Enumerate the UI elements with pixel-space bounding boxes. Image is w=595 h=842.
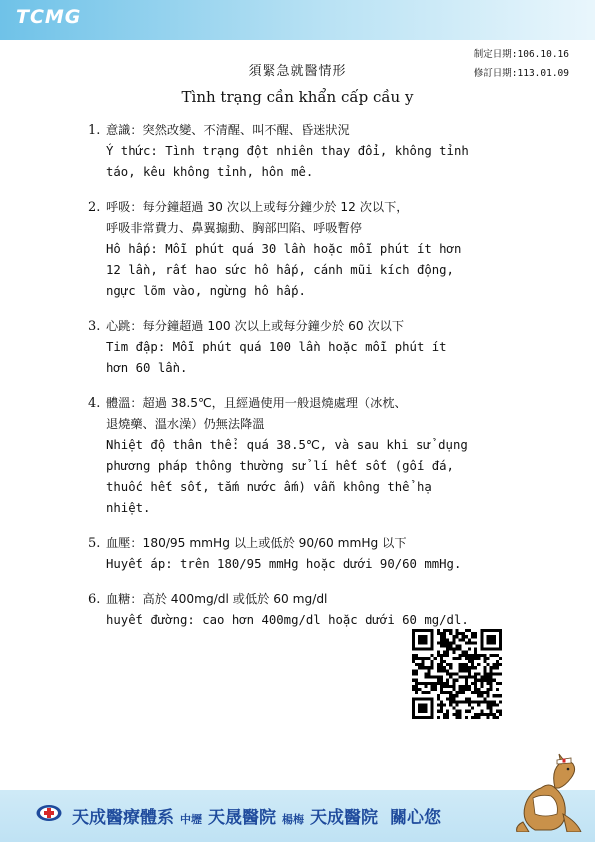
criteria-number: 2. [88, 200, 101, 215]
criteria-number: 1. [88, 123, 101, 138]
criteria-line-vietnamese: Nhiệt độ thân thể: quá 38.5℃, và sau khi sử dụng [106, 438, 468, 452]
criteria-text [106, 533, 461, 575]
criteria-line-vietnamese: phương pháp thông thường sử lí hết sốt (gối đá, [106, 459, 454, 473]
criteria-line-vietnamese: Hô hấp: Mỗi phút quá 30 lần hoặc mỗi phút ít hơn [106, 242, 462, 256]
criteria-line-chinese: 血壓：180/95 mmHg 以上或低於 90/60 mmHg 以下 [106, 536, 407, 550]
criteria-text [106, 197, 461, 302]
criteria-list [88, 120, 558, 645]
criteria-line-chinese: 心跳：每分鐘超過 100 次以上或每分鐘少於 60 次以下 [106, 319, 405, 333]
criteria-item [88, 589, 558, 631]
criteria-text [106, 120, 469, 183]
footer-location-2: 楊梅 [282, 813, 304, 826]
criteria-line-vietnamese: Tim đập: Mỗi phút quá 100 lần hoặc mỗi phút ít [106, 340, 447, 354]
footer-hospital-1: 天晟醫院 [208, 808, 276, 828]
criteria-line-vietnamese: 12 lần, rất hao sức hô hấp, cánh mũi kích động, [106, 263, 454, 277]
criteria-number: 4. [88, 396, 101, 411]
footer-location-1: 中壢 [180, 813, 202, 826]
criteria-line-chinese: 體溫：超過 38.5℃，且經過使用一般退燒處理（冰枕、 [106, 396, 407, 410]
criteria-line-chinese: 呼吸：每分鐘超過 30 次以上或每分鐘少於 12 次以下， [106, 200, 409, 214]
criteria-line-vietnamese: táo, kêu không tỉnh, hôn mê. [106, 165, 314, 179]
nurse-kangaroo-mascot-icon [515, 752, 585, 832]
footer-slogan [72, 803, 441, 828]
header-bar [0, 0, 595, 40]
criteria-line-vietnamese: Huyết áp: trên 180/95 mmHg hoặc dưới 90/60 mmHg. [106, 557, 462, 571]
criteria-line-vietnamese: ngực lõm vào, ngừng hô hấp. [106, 284, 306, 298]
criteria-item [88, 393, 558, 519]
criteria-line-chinese: 血糖：高於 400mg/dl 或低於 60 mg/dl [106, 592, 328, 606]
criteria-line-chinese: 意識：突然改變、不清醒、叫不醒、昏迷狀況 [106, 123, 350, 137]
tcmg-logo: TCMG [16, 6, 82, 28]
hospital-cross-logo-icon [36, 800, 62, 826]
criteria-line-vietnamese: hơn 60 lần. [106, 361, 188, 375]
criteria-text [106, 393, 468, 519]
criteria-number: 6. [88, 592, 101, 607]
criteria-text [106, 316, 447, 379]
title-chinese: 須緊急就醫情形 [248, 64, 347, 79]
qr-code [412, 629, 502, 719]
criteria-line-chinese: 退燒藥、溫水澡）仍無法降溫 [106, 417, 265, 431]
criteria-line-vietnamese: thuốc hết sốt, tắm nước ấm) vẫn không thể hạ [106, 480, 432, 494]
criteria-line-vietnamese: Ý thức: Tình trạng đột nhiên thay đổi, không tỉnh [106, 144, 469, 158]
footer-hospital-2: 天成醫院 [310, 808, 378, 828]
revised-date: 修訂日期:113.01.09 [473, 68, 569, 79]
criteria-item [88, 197, 558, 302]
title-vietnamese: Tình trạng cần khẩn cấp cầu y [181, 88, 414, 106]
criteria-number: 5. [88, 536, 101, 551]
criteria-item [88, 316, 558, 379]
criteria-line-vietnamese: nhiệt. [106, 501, 151, 515]
criteria-text [106, 589, 469, 631]
created-date: 制定日期:106.10.16 [473, 49, 569, 60]
criteria-line-chinese: 呼吸非常費力、鼻翼搧動、胸部凹陷、呼吸暫停 [106, 221, 362, 235]
footer-care-slogan: 關心您 [390, 808, 441, 828]
criteria-number: 3. [88, 319, 101, 334]
footer-bar [0, 790, 595, 842]
footer-system-name: 天成醫療體系 [72, 808, 174, 828]
criteria-item [88, 120, 558, 183]
criteria-item [88, 533, 558, 575]
criteria-line-vietnamese: huyết đường: cao hơn 400mg/dl hoặc dưới 60 mg/dl. [106, 613, 469, 627]
